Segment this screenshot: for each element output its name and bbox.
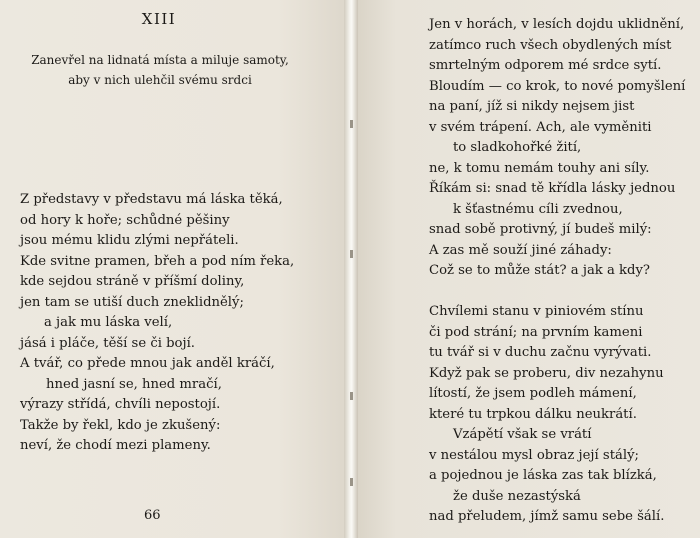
poem-line: Takže by řekl, kdo je zkušený:: [20, 417, 221, 433]
poem-line: a jak mu láska velí,: [44, 315, 173, 330]
poem-line: kde sejdou stráně v příšmí doliny,: [20, 274, 245, 289]
epigraph-line: aby v nich ulehčil svému srdci: [68, 73, 252, 87]
poem-line: to sladkohořké žití,: [453, 140, 582, 155]
epigraph-line: Zanevřel na lidnatá místa a miluje samoty,: [31, 53, 289, 67]
stanza-break: [429, 282, 685, 303]
poem-line: v nestálou mysl obraz její stálý;: [429, 447, 639, 463]
binding-thread-mark: [350, 478, 353, 486]
poem-line: jsou mému klidu zlými nepřáteli.: [20, 233, 239, 248]
poem-line: A tvář, co přede mnou jak anděl kráčí,: [20, 356, 275, 371]
poem-line: na paní, jíž si nikdy nejsem jist: [429, 99, 635, 114]
poem-line: nad přeludem, jímž samu sebe šálí.: [429, 509, 665, 524]
poem-line: tu tvář si v duchu začnu vyrývati.: [429, 345, 652, 360]
poem-line: Vzápětí však se vrátí: [453, 427, 592, 442]
binding-thread-mark: [350, 392, 353, 400]
poem-line: Když pak se proberu, div nezahynu: [429, 365, 664, 381]
poem-line: Jen v horách, v lesích dojdu uklidnění,: [429, 17, 685, 32]
poem-line: že duše nezastýská: [453, 488, 581, 504]
poem-line: Chvílemi stanu v piniovém stínu: [429, 304, 644, 319]
poem-line: A zas mě souží jiné záhady:: [429, 242, 612, 258]
poem-line: v svém trápení. Ach, ale vyměniti: [429, 119, 652, 135]
poem-line: lítostí, že jsem podleh mámení,: [429, 386, 637, 401]
poem-line: od hory k hoře; schůdné pěšiny: [20, 212, 230, 228]
poem-line: smrtelným odporem mé srdce sytí.: [429, 58, 662, 73]
book-gutter: [344, 0, 358, 538]
poem-line: které tu trpkou dálku neukrátí.: [429, 406, 637, 422]
poem-line: či pod strání; na prvním kameni: [429, 324, 643, 340]
chapter-number: XIII: [141, 10, 177, 28]
poem-line: snad sobě protivný, jí budeš milý:: [429, 222, 652, 237]
poem-line: jásá i pláče, těší se či bojí.: [20, 335, 195, 351]
binding-thread-mark: [350, 250, 353, 258]
poem-line: a pojednou je láska zas tak blízká,: [429, 468, 657, 483]
poem-epigraph: [10, 50, 310, 90]
right-page-verse: [429, 15, 685, 528]
poem-line: Bloudím — co krok, to nové pomyšlení: [429, 78, 686, 94]
poem-line: výrazy střídá, chvíli nepostojí.: [20, 397, 221, 412]
poem-line: Což se to může stát? a jak a kdy?: [429, 263, 650, 278]
binding-thread-mark: [350, 120, 353, 128]
poem-line: zatímco ruch všech obydlených míst: [429, 37, 672, 53]
poem-line: jen tam se utiší duch zneklidnělý;: [20, 294, 244, 310]
poem-line: neví, že chodí mezi plameny.: [20, 438, 211, 453]
poem-line: k šťastnému cíli zvednou,: [453, 201, 623, 217]
left-page-verse: [20, 190, 294, 457]
poem-line: Říkám si: snad tě křídla lásky jednou: [429, 181, 676, 196]
poem-line: ne, k tomu nemám touhy ani síly.: [429, 160, 650, 176]
page-number: 66: [144, 508, 161, 523]
poem-line: Kde svitne pramen, břeh a pod ním řeka,: [20, 253, 295, 269]
poem-line: Z představy v představu má láska těká,: [20, 192, 283, 207]
poem-line: hned jasní se, hned mračí,: [46, 376, 222, 392]
